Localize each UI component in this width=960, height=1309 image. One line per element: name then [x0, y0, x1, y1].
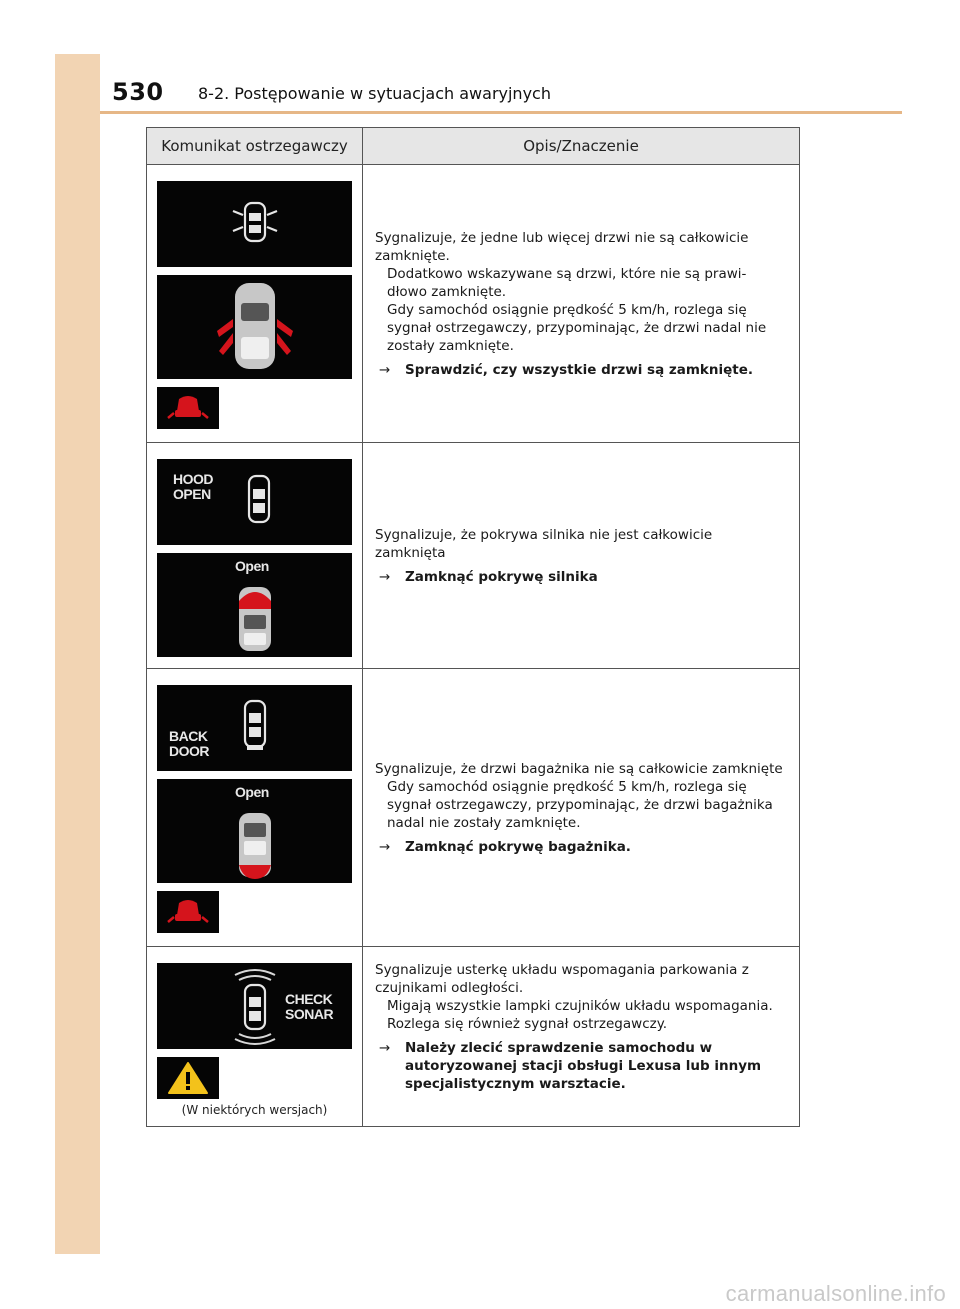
- car-back-door-icon: [157, 685, 352, 771]
- arrow-icon: →: [379, 838, 391, 855]
- screen-label: SONAR: [285, 1006, 334, 1022]
- column-header-message: Komunikat ostrzegawczy: [147, 128, 363, 165]
- message-images-cell: [147, 443, 363, 669]
- exclamation-triangle-icon: [157, 1057, 219, 1099]
- message-images-cell: [147, 669, 363, 947]
- action-text: Zamknąć pokrywę silnika: [405, 568, 598, 585]
- car-hood-open-icon: [157, 553, 352, 657]
- header-rule: [100, 111, 902, 114]
- page-header: [100, 74, 900, 112]
- table-row: [147, 443, 800, 669]
- description-text: Sygnalizuje, że drzwi bagażnika nie są całkowicie zamknięte: [375, 760, 783, 777]
- message-images-cell: [147, 947, 363, 1127]
- car-door-warning-icon: [157, 891, 219, 933]
- description-text: Sygnalizuje usterkę układu wspomagania parkowania z czujnikami odległości.: [375, 962, 749, 996]
- warning-lamp: [157, 387, 219, 429]
- warning-lamp: [157, 891, 219, 933]
- action-text: Sprawdzić, czy wszystkie drzwi są zamknięte.: [405, 361, 754, 378]
- screen-label: HOOD: [173, 471, 213, 487]
- page-side-strip: [55, 54, 100, 1254]
- action-instruction: [375, 361, 785, 379]
- screen-label: OPEN: [173, 486, 211, 502]
- car-back-door-icon: [157, 779, 352, 883]
- warning-lamp: [157, 1057, 219, 1099]
- description-text: Gdy samochód osiągnie prędkość 5 km/h, rozlega się sygnał ostrzegawczy, przypominając, że drzwi nadal nie zostały zamknięte.: [387, 301, 767, 354]
- car-doors-open-icon: [157, 181, 352, 267]
- page-number: 530: [112, 78, 164, 106]
- display-screen: [157, 553, 352, 657]
- screen-label: Open: [235, 558, 269, 574]
- sonar-sensor-icon: [157, 963, 352, 1049]
- table-row: [147, 165, 800, 443]
- arrow-icon: →: [379, 568, 391, 585]
- action-instruction: [375, 838, 785, 856]
- display-screen: [157, 685, 352, 771]
- display-screen: [157, 963, 352, 1049]
- table-row: [147, 669, 800, 947]
- car-hood-open-icon: [157, 459, 352, 545]
- message-description-cell: [363, 669, 800, 947]
- action-text: Należy zlecić sprawdzenie samochodu w autoryzowanej stacji obsługi Lexusa lub innym specjalistycznym warsztacie.: [405, 1040, 762, 1092]
- message-description-cell: [363, 947, 800, 1127]
- action-text: Zamknąć pokrywę bagażnika.: [405, 838, 631, 855]
- description-text: Gdy samochód osiągnie prędkość 5 km/h, rozlega się sygnał ostrzegawczy, przypominając, że drzwi bagażnika nadal nie zostały zamknięte.: [387, 778, 773, 831]
- table-header-row: [147, 128, 800, 165]
- watermark: carmanualsonline.info: [725, 1281, 946, 1306]
- description-text: Sygnalizuje, że pokrywa silnika nie jest całkowicie zamknięta: [375, 526, 713, 561]
- screen-label: Open: [235, 784, 269, 800]
- column-header-description: Opis/Znaczenie: [363, 128, 800, 165]
- action-instruction: [375, 568, 785, 586]
- arrow-icon: →: [379, 1040, 391, 1056]
- versions-note: (W niektórych wersjach): [181, 1103, 328, 1117]
- message-description-cell: [363, 443, 800, 669]
- section-title: 8-2. Postępowanie w sytuacjach awaryjnych: [198, 84, 551, 103]
- display-screen: [157, 459, 352, 545]
- screen-label: BACK: [169, 728, 208, 744]
- car-door-warning-icon: [157, 387, 219, 429]
- display-screen: [157, 275, 352, 379]
- screen-label: CHECK: [285, 991, 333, 1007]
- display-screen: [157, 779, 352, 883]
- table-row: [147, 947, 800, 1127]
- action-instruction: [375, 1039, 785, 1093]
- car-door-warning-icon: [157, 275, 352, 379]
- display-screen: [157, 181, 352, 267]
- arrow-icon: →: [379, 361, 391, 378]
- message-images-cell: [147, 165, 363, 443]
- warning-messages-table: [146, 127, 800, 1127]
- description-text: Rozlega się również sygnał ostrzegawczy.: [387, 1016, 668, 1032]
- description-text: Dodatkowo wskazywane są drzwi, które nie są prawi-dłowo zamknięte.: [387, 265, 747, 300]
- message-description-cell: [363, 165, 800, 443]
- description-text: Migają wszystkie lampki czujników układu wspomagania.: [387, 998, 773, 1014]
- screen-label: DOOR: [169, 743, 209, 759]
- description-text: Sygnalizuje, że jedne lub więcej drzwi nie są całkowicie zamknięte.: [375, 229, 749, 264]
